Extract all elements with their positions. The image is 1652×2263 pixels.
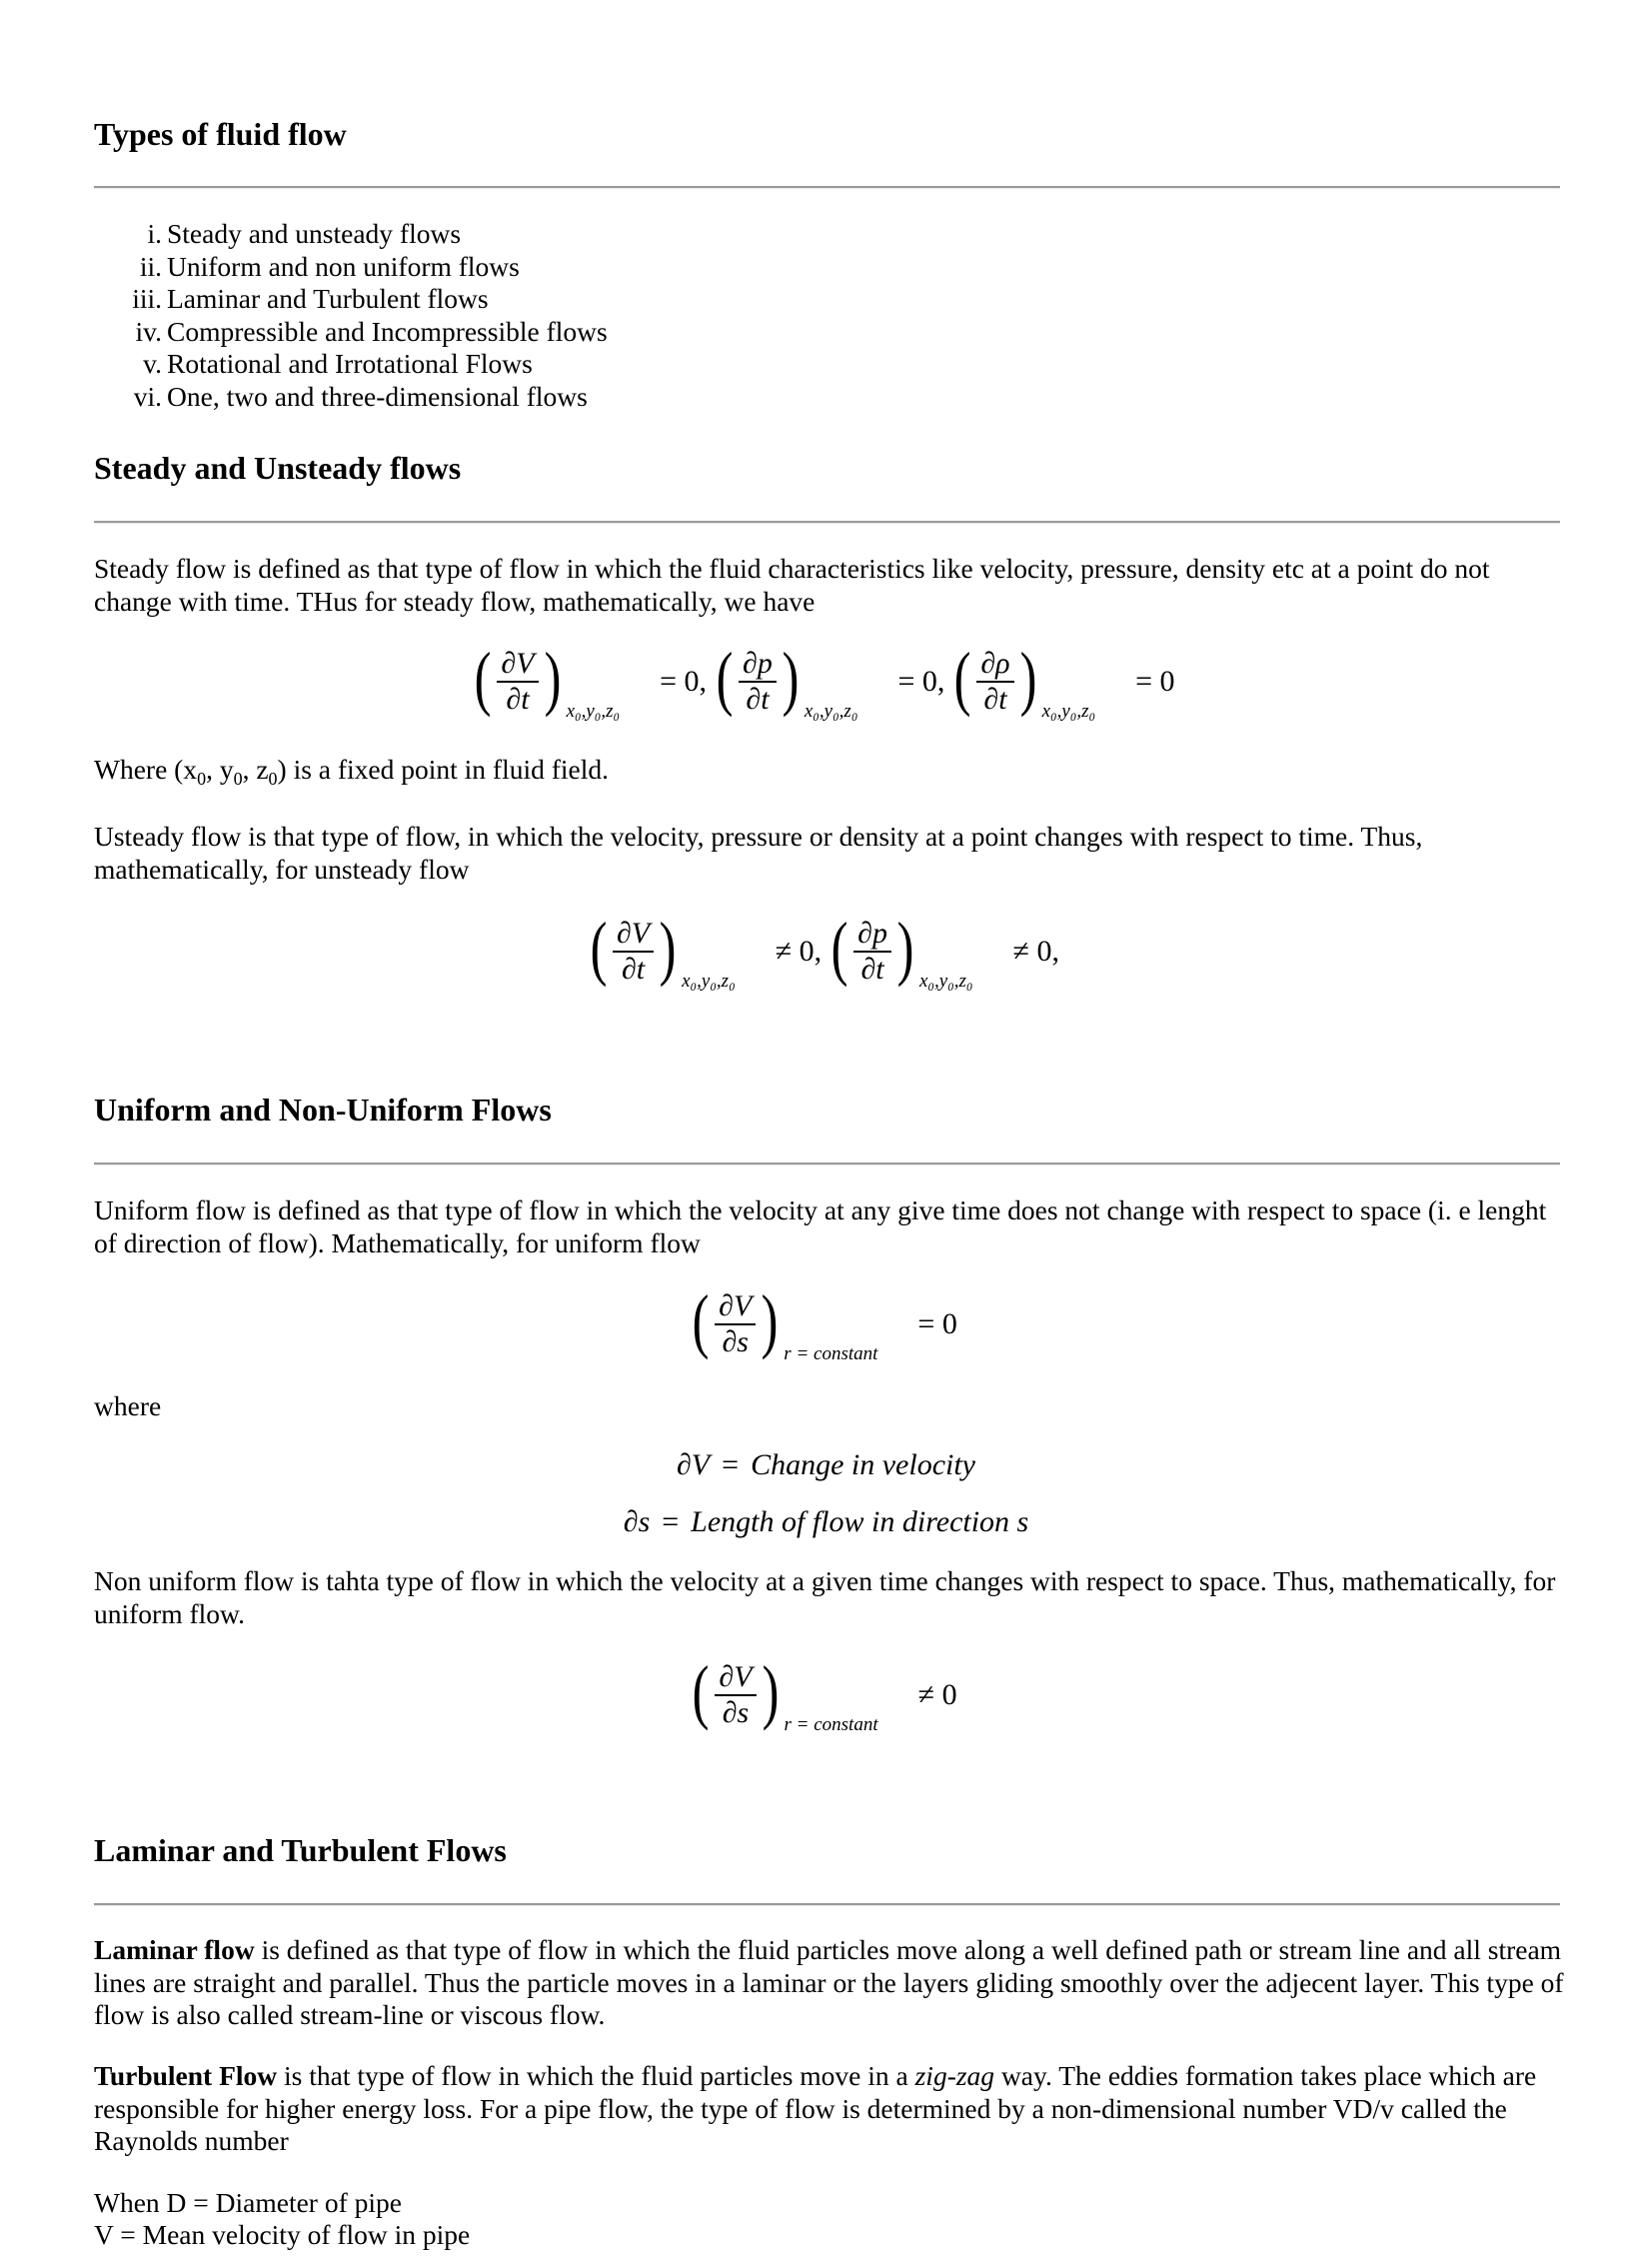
non-uniform-equation — [0, 1653, 1652, 1737]
list-item: i. Steady and unsteady flows — [147, 218, 462, 249]
definition-velocity: ∂V = Change in velocity — [676, 1448, 975, 1481]
section-divider — [94, 1162, 1560, 1164]
list-item: vi. One, two and three-dimensional flows — [133, 380, 588, 412]
laminar-definition: Laminar flow is defined as that type of flow in which the fluid particles move along a well defined path or stream line and all stream lines are straight and parallel. Thus the particle moves in a laminar or the layers gliding smoothly over the adjecent layer. This type of flow is also called stream-line or viscous flow. — [94, 1934, 1564, 2030]
diameter-definition: When D = Diameter of pipe — [94, 2187, 402, 2218]
section-heading-types: Types of fluid flow — [94, 116, 347, 152]
uniform-definition: Uniform flow is defined as that type of flow in which the velocity at any give time does not change with respect to space (i. e lenght of direction of flow). Mathematically, for uniform flow — [94, 1194, 1547, 1258]
unsteady-definition: Usteady flow is that type of flow, in which the velocity, pressure or density at a point changes with respect to time. Thus, mathematically, for unsteady flow — [94, 821, 1423, 885]
list-item: iii. Laminar and Turbulent flows — [132, 283, 489, 314]
steady-equation — [0, 640, 1652, 724]
definition-length: ∂s = Length of flow in direction s — [623, 1505, 1029, 1538]
section-divider — [94, 521, 1560, 523]
equation-term: ( $\frac{\partial V}{\partial s}$ ) r = constant = 0 — [692, 1280, 957, 1364]
velocity-definition: V = Mean velocity of flow in pipe — [94, 2219, 471, 2250]
section-heading-laminar: Laminar and Turbulent Flows — [94, 1832, 507, 1868]
non-uniform-definition: Non uniform flow is tahta type of flow in which the velocity at a given time changes with respect to space. Thus, mathematically, for uniform flow. — [94, 1565, 1556, 1629]
section-heading-steady: Steady and Unsteady flows — [94, 450, 462, 486]
equation-term: ( $\frac{\partial V}{\partial t}$ ) x₀,y₀,z₀ = 0, — [475, 638, 708, 722]
list-item: iv. Compressible and Incompressible flows — [135, 315, 608, 347]
equation-term: ( $\frac{\partial p}{\partial t}$ ) x₀,y₀,z₀ ≠ 0, — [830, 908, 1059, 992]
list-item: ii. Uniform and non uniform flows — [139, 250, 520, 282]
uniform-equation — [0, 1282, 1652, 1366]
list-item: v. Rotational and Irrotational Flows — [143, 348, 533, 379]
equation-term: ( $\frac{\partial\rho}{\partial t}$ ) x₀,y₀,z₀ = 0 — [953, 638, 1175, 722]
section-divider — [94, 186, 1560, 188]
steady-definition: Steady flow is defined as that type of flow in which the fluid characteristics like velocity, pressure, density etc at a point do not change with time. THus for steady flow, mathematically, we have — [94, 553, 1490, 617]
unsteady-equation — [0, 910, 1652, 994]
turbulent-definition: Turbulent Flow is that type of flow in which the fluid particles move in a zig-zag way. The eddies formation takes place which are responsible for higher energy loss. For a pipe flow, the type of flow is determined by a non-dimensional number VD/v called the Raynolds number — [94, 2060, 1537, 2156]
equation-term: ( $\frac{\partial V}{\partial s}$ ) r = constant ≠ 0 — [692, 1651, 957, 1735]
equation-term: ( $\frac{\partial V}{\partial t}$ ) x₀,y₀,z₀ ≠ 0, — [590, 908, 823, 992]
equation-term: ( $\frac{\partial p}{\partial t}$ ) x₀,y₀,z₀ = 0, — [716, 638, 945, 722]
fixed-point-note: Where ($x_0$, $y_0$, $z_0$) is a fixed point in fluid field. — [94, 754, 609, 789]
flow-types-list — [94, 218, 608, 413]
section-heading-uniform: Uniform and Non-Uniform Flows — [94, 1092, 552, 1128]
section-divider — [94, 1903, 1560, 1905]
where-label: where — [94, 1390, 162, 1421]
